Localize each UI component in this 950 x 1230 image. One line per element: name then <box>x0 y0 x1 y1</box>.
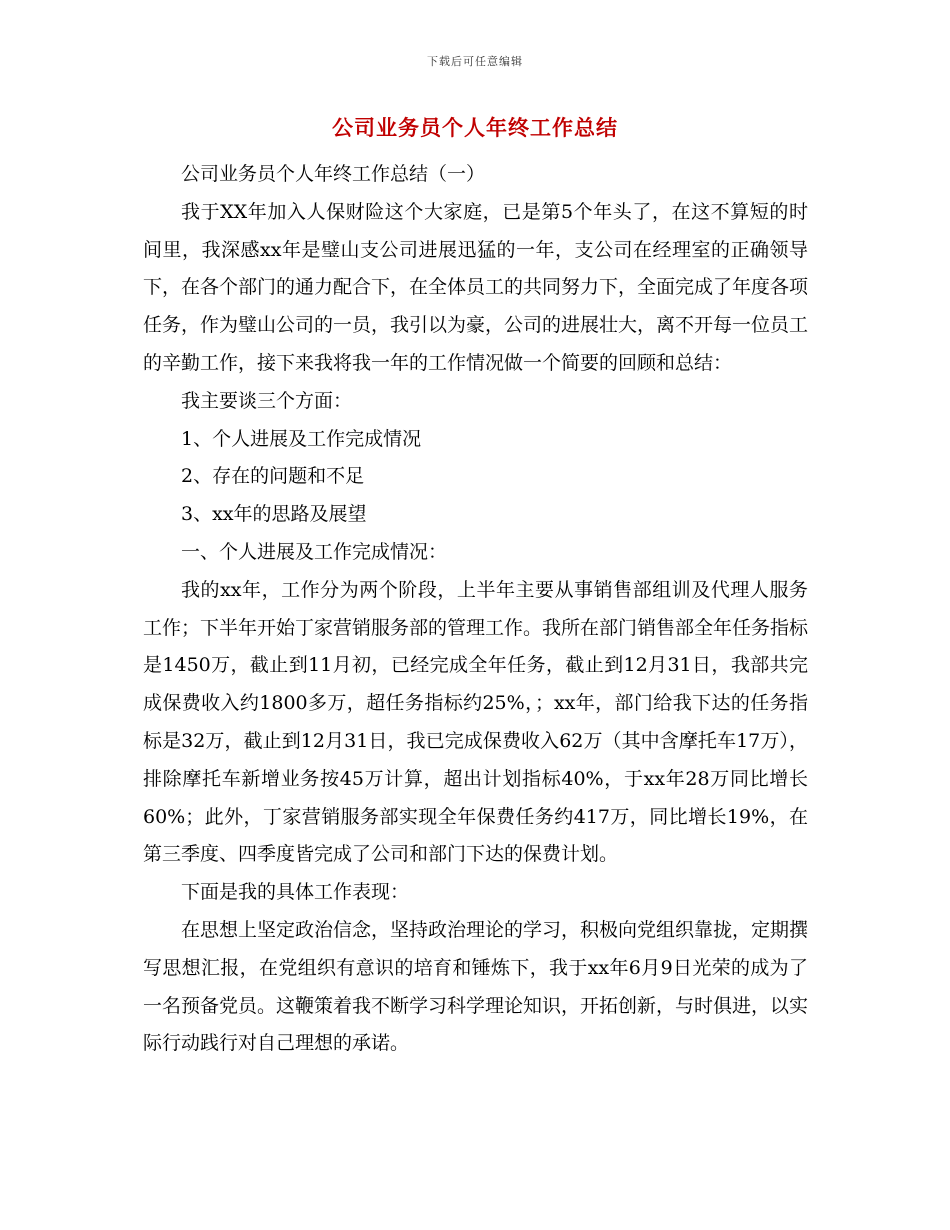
paragraph-intro: 我于XX年加入人保财险这个大家庭，已是第5个年头了，在这不算短的时间里，我深感xx年是璧山支公司进展迅猛的一年，支公司在经理室的正确领导下，在各个部门的通力配合下，在全体员工的共同努力下，全面完成了年度各项任务，作为璧山公司的一员，我引以为豪，公司的进展壮大，离不开每一位员工的辛勤工作，接下来我将我一年的工作情况做一个简要的回顾和总结： <box>143 200 809 374</box>
document-title: 公司业务员个人年终工作总结 <box>332 116 618 140</box>
paragraph-performance: 我的xx年，工作分为两个阶段，上半年主要从事销售部组训及代理人服务工作；下半年开始丁家营销服务部的管理工作。我所在部门销售部全年任务指标是1450万，截止到11月初，已经完成全年任务，截止到12月31日，我部共完成保费收入约1800多万，超任务指标约25%，；xx年，部门给我下达的任务指标是32万，截止到12月31日，我已完成保费收入62万（其中含摩托车17万），排除摩托车新增业务按45万计算，超出计划指标40%，于xx年28万同比增长60%；此外，丁家营销服务部实现全年保费任务约417万，同比增长19%，在第三季度、四季度皆完成了公司和部门下达的保费计划。 <box>143 578 809 866</box>
list-item: 3、xx年的思路及展望 <box>181 503 367 526</box>
list-item: 2、存在的问题和不足 <box>181 465 365 488</box>
header-note: 下载后可任意编辑 <box>427 55 523 68</box>
paragraph-work-intro: 下面是我的具体工作表现： <box>181 881 410 904</box>
paragraph-subtitle: 公司业务员个人年终工作总结（一） <box>181 163 486 185</box>
paragraph-aspects-intro: 我主要谈三个方面： <box>181 389 353 412</box>
document-body <box>143 156 808 1063</box>
paragraph-ideology: 在思想上坚定政治信念，坚持政治理论的学习，积极向党组织靠拢，定期撰写思想汇报，在党组织有意识的培育和锤炼下，我于xx年6月9日光荣的成为了一名预备党员。这鞭策着我不断学习科学理论知识，开拓创新，与时俱进，以实际行动践行对自己理想的承诺。 <box>143 918 809 1055</box>
section-heading: 一、个人进展及工作完成情况： <box>181 540 448 563</box>
list-item: 1、个人进展及工作完成情况 <box>181 427 422 450</box>
